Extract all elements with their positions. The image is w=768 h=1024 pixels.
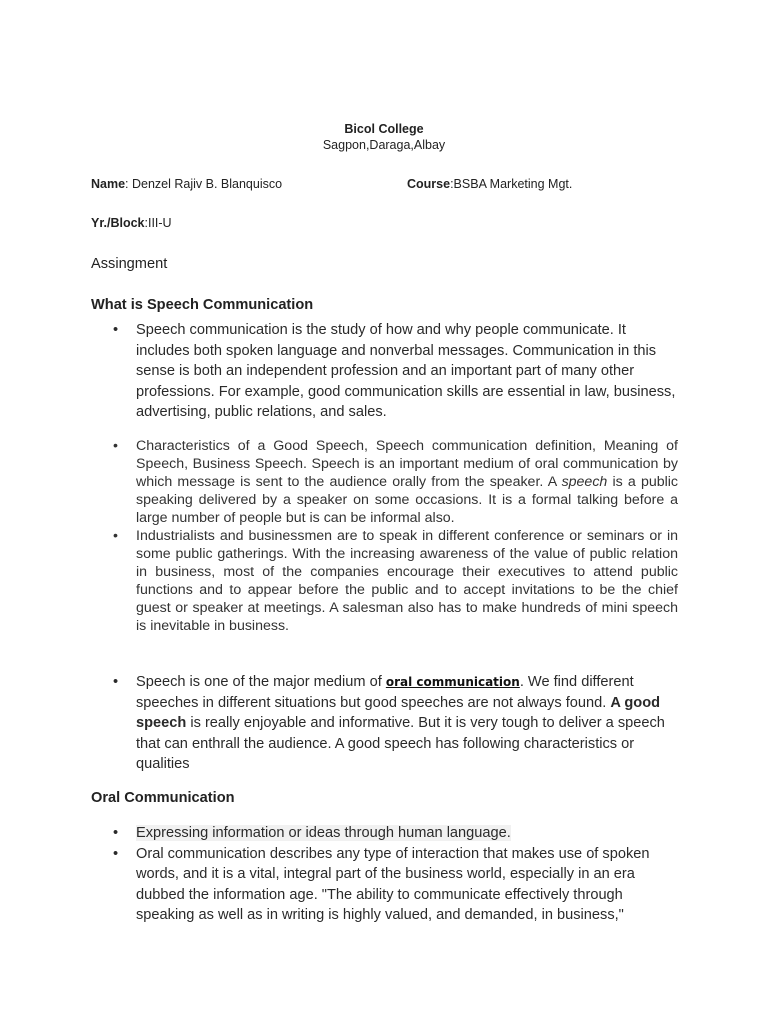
name-label: Name (91, 177, 126, 191)
bullet-text: Industrialists and businessmen are to speak in different conference or seminars or in some public gatherings. With the increasing awareness of the value of public relation in business, most of the companies encourage their executives to attend public functions and to appear before the public and to accept invitations to be the chief guest or speaker at meetings. A salesman also has to make hundreds of mini speech is inevitable in business. (136, 528, 678, 634)
oral-bullet-list (0, 823, 768, 926)
bullet-bold-text: A good speech (136, 694, 661, 732)
section-heading-oral-communication: Oral Communication (91, 790, 235, 806)
bullet-text: Speech communication is the study of how and why people communicate. It includes both spoken language and nonverbal messages. Communication in this sense is both an independent profession and an important part of many other professions. For example, good communication skills are essential in law, business, advertising, public relations, and sales. (136, 322, 676, 421)
bullet-icon: • (113, 528, 118, 544)
speech-bullet-list-2 (0, 437, 768, 635)
bullet-icon: • (113, 438, 118, 454)
list-item (0, 320, 768, 423)
assignment-label: Assingment (91, 256, 168, 272)
list-item (0, 844, 768, 926)
oral-communication-link[interactable]: oral communication (385, 675, 520, 689)
bullet-text: Speech is one of the major medium of (136, 674, 386, 690)
name-value: : Denzel Rajiv B. Blanquisco (125, 177, 283, 191)
student-name (91, 177, 282, 191)
list-item (0, 527, 768, 635)
bullet-text: Expressing information or ideas through human language. (136, 825, 511, 841)
bullet-text: Characteristics of a Good Speech, Speech communication definition, Meaning of Speech, Business Speech. Speech is an important medium of oral communication by which message is sent to the audience orally from the speaker. A (136, 438, 678, 490)
bullet-icon: • (113, 674, 119, 690)
block-value: :III-U (144, 216, 172, 230)
college-name: Bicol College (344, 122, 424, 136)
bullet-icon: • (113, 845, 119, 862)
list-item (0, 672, 768, 775)
speech-bullet-list-3 (0, 672, 768, 775)
bullet-emphasis: speech (561, 474, 608, 490)
list-item (0, 823, 768, 844)
course-value: :BSBA Marketing Mgt. (450, 177, 573, 191)
speech-bullet-list-1 (0, 320, 768, 423)
bullet-text-cont: . We find different speeches in different situations but good speeches are not always found. (136, 674, 634, 711)
bullet-text: Oral communication describes any type of interaction that makes use of spoken words, and it is a vital, integral part of the business world, especially in an era dubbed the information age. "The ability to communicate effectively through speaking as well as in writing is highly valued, and demanded, in business," (136, 845, 650, 924)
bullet-text-cont: is a public speaking delivered by a speaker on some occasions. It is a formal talking before a large number of people but is can be informal also. (136, 474, 679, 526)
student-course (407, 177, 572, 191)
section-heading-speech-communication: What is Speech Communication (91, 297, 314, 313)
block-label: Yr./Block (91, 216, 145, 230)
student-block (91, 216, 172, 230)
college-address: Sagpon,Daraga,Albay (322, 138, 446, 152)
course-label: Course (407, 177, 451, 191)
bullet-text-end: is really enjoyable and informative. But it is very tough to deliver a speech that can enthrall the audience. A good speech has following characteristics or qualities (136, 715, 665, 773)
bullet-icon: • (113, 825, 119, 841)
list-item (0, 437, 768, 527)
bullet-icon: • (113, 322, 119, 338)
